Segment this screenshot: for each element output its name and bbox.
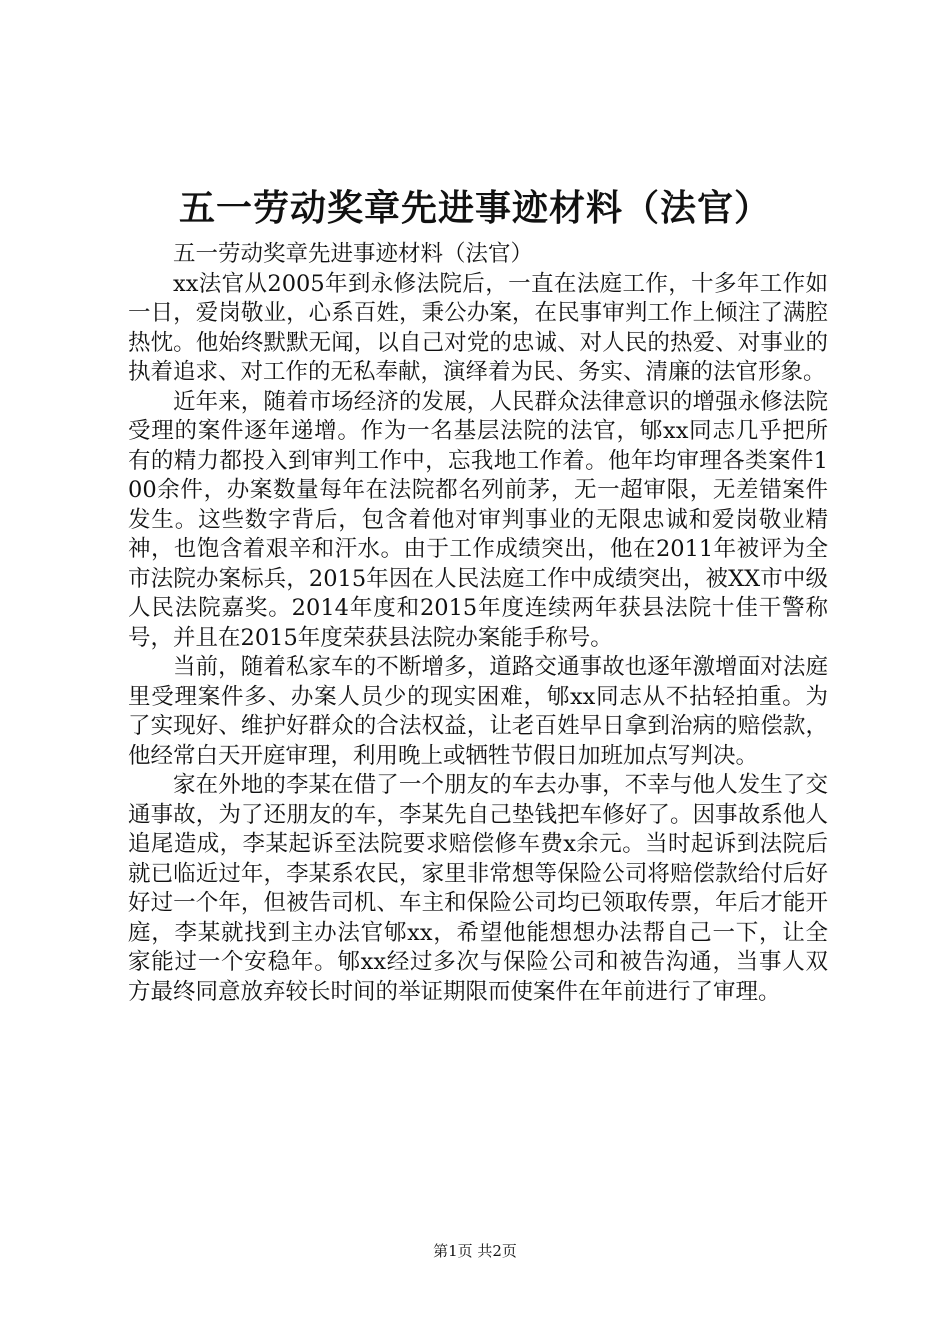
page-number-footer: 第1页 共2页 [433,1242,517,1260]
paragraph-case-story: 家在外地的李某在借了一个朋友的车去办事，不幸与他人发生了交通事故，为了还朋友的车，李某先自己垫钱把车修好了。因事故系他人追尾造成，李某起诉至法院要求赔偿修车费x余元。当时起诉到法院后就已临近过年，李某系农民，家里非常想等保险公司将赔偿款给付后好好过一个年，但被告司机、车主和保险公司均已领取传票，年后才能开庭，李某就找到主办法官郇xx，希望他能想想办法帮自己一下，让全家能过一个安稳年。郇xx经过多次与保险公司和被告沟通，当事人双方最终同意放弃较长时间的举证期限而使案件在年前进行了审理。 [128,772,828,1005]
paragraph-subtitle: 五一劳动奖章先进事迹材料（法官） [173,241,534,267]
document-title: 五一劳动奖章先进事迹材料（法官） [178,187,771,229]
document-body [128,240,828,1007]
paragraph-traffic-cases: 当前，随着私家车的不断增多，道路交通事故也逐年激增面对法庭里受理案件多、办案人员少的现实困难，郇xx同志从不拈轻拍重。为了实现好、维护好群众的合法权益，让老百姓早日拿到治病的赔偿款，他经常白天开庭审理，利用晚上或牺牲节假日加班加点写判决。 [128,654,828,769]
paragraph-intro: xx法官从2005年到永修法院后，一直在法庭工作，十多年工作如一日，爱岗敬业，心系百姓，秉公办案，在民事审判工作上倾注了满腔热忱。他始终默默无闻，以自己对党的忠诚、对人民的热爱、对事业的执着追求、对工作的无私奉献，演绎着为民、务实、清廉的法官形象。 [128,270,828,385]
paragraph-achievements: 近年来，随着市场经济的发展，人民群众法律意识的增强永修法院受理的案件逐年递增。作为一名基层法院的法官，郇xx同志几乎把所有的精力都投入到审判工作中，忘我地工作着。他年均审理各类案件100余件，办案数量每年在法院都名列前茅，无一超审限，无差错案件发生。这些数字背后，包含着他对审判事业的无限忠诚和爱岗敬业精神，也饱含着艰辛和汗水。由于工作成绩突出，他在2011年被评为全市法院办案标兵，2015年因在人民法庭工作中成绩突出，被XX市中级人民法院嘉奖。2014年度和2015年度连续两年获县法院十佳干警称号，并且在2015年度荣获县法院办案能手称号。 [128,388,828,651]
